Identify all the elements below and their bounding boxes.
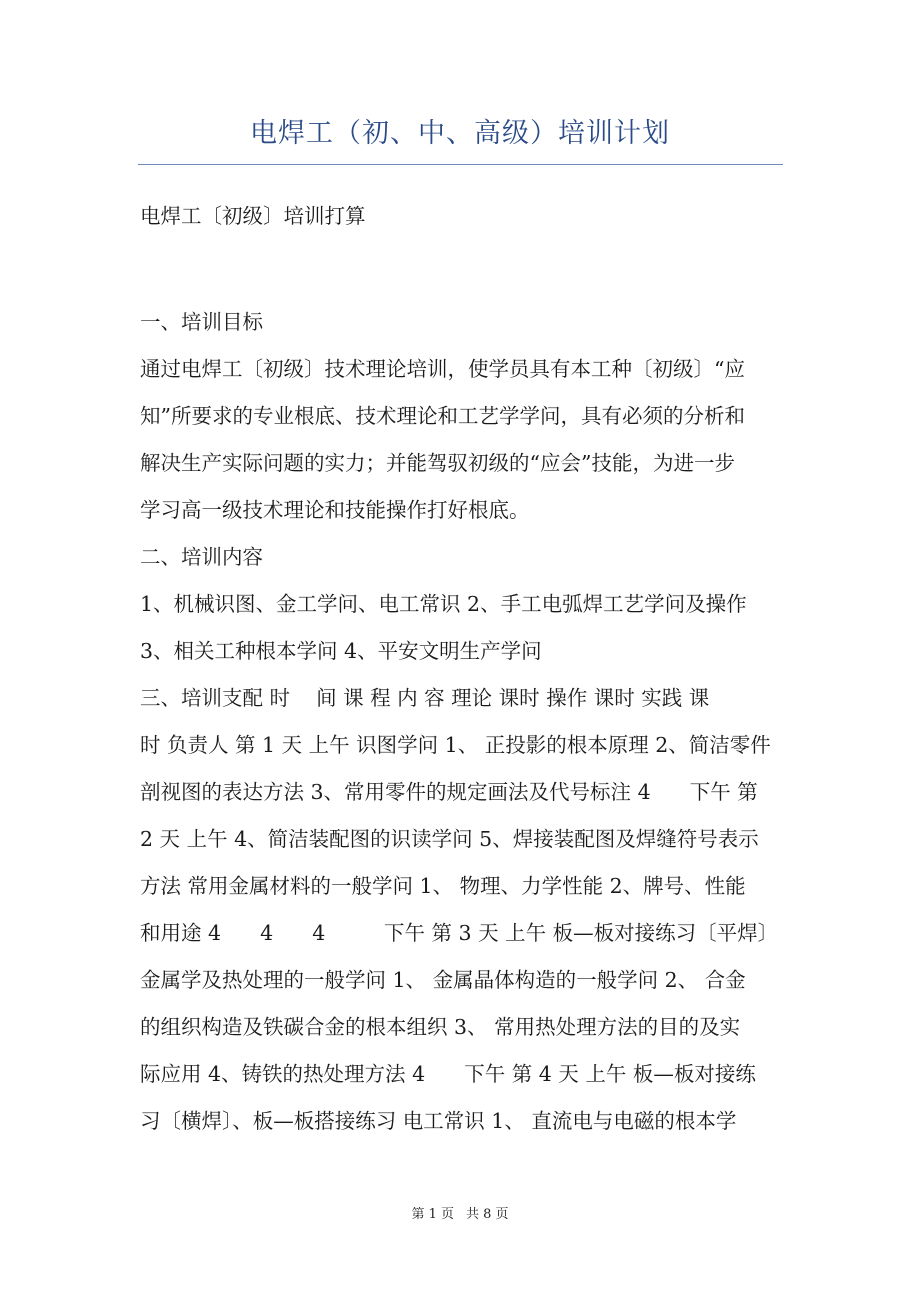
subtitle: 电焊工〔初级〕培训打算 [140, 204, 366, 228]
page-footer [0, 1205, 920, 1225]
text-line: 知”所要求的专业根底、技术理论和工艺学学问，具有必须的分析和 [140, 404, 745, 428]
text-line: 方法 常用金属材料的一般学问 1、 物理、力学性能 2、牌号、性能 [140, 874, 746, 898]
text-line: 习〔横焊〕、板—板搭接练习 电工常识 1、 直流电与电磁的根本学 [140, 1109, 737, 1133]
page-number: 第 1 页 [411, 1207, 454, 1222]
document-title: 电焊工（初、中、高级）培训计划 [250, 118, 670, 149]
text-line: 的组织构造及铁碳合金的根本组织 3、 常用热处理方法的目的及实 [140, 1015, 741, 1039]
text-line: 1、机械识图、金工学问、电工常识 2、手工电弧焊工艺学问及操作 [140, 592, 747, 616]
text-line: 剖视图的表达方法 3、常用零件的规定画法及代号标注 4 下午 第 [140, 780, 758, 804]
text-line: 3、相关工种根本学问 4、平安文明生产学问 [140, 639, 542, 663]
text-line: 和用途 4 4 4 下午 第 3 天 上午 板—板对接练习〔平焊〕 [140, 921, 779, 945]
document-body [140, 193, 790, 1145]
page-total: 共 8 页 [466, 1207, 509, 1222]
text-line: 2 天 上午 4、简洁装配图的识读学问 5、焊接装配图及焊缝符号表示 [140, 827, 759, 851]
text-line: 时 负责人 第 1 天 上午 识图学问 1、 正投影的根本原理 2、简洁零件 [140, 733, 771, 757]
text-line: 解决生产实际问题的实力；并能驾驭初级的“应会”技能，为进一步 [140, 451, 735, 475]
text-line: 通过电焊工〔初级〕技术理论培训，使学员具有本工种〔初级〕“应 [140, 357, 745, 381]
spacer [140, 240, 790, 299]
title-underline [138, 164, 783, 165]
text-line: 际应用 4、铸铁的热处理方法 4 下午 第 4 天 上午 板—板对接练 [140, 1062, 756, 1086]
text-line: 一、培训目标 [140, 310, 263, 334]
text-line: 二、培训内容 [140, 545, 263, 569]
text-line: 金属学及热处理的一般学问 1、 金属晶体构造的一般学问 2、 合金 [140, 968, 746, 992]
text-line: 三、培训支配 时 间 课 程 内 容 理论 课时 操作 课时 实践 课 [140, 686, 710, 710]
text-line: 学习高一级技术理论和技能操作打好根底。 [140, 498, 530, 522]
